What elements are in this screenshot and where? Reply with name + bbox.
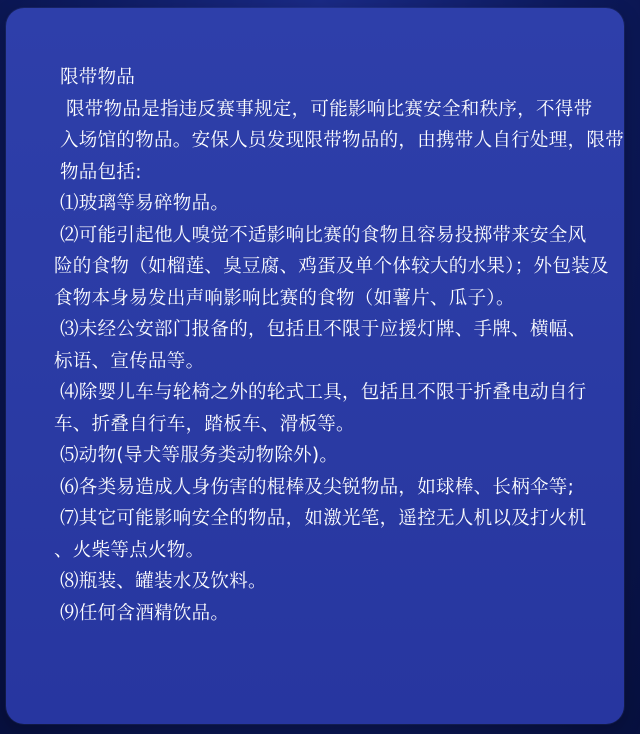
- list-item: [54, 220, 610, 315]
- item-line: ⑷除婴儿车与轮椅之外的轮式工具，包括且不限于折叠电动自行: [60, 382, 587, 403]
- list-item: [54, 440, 610, 472]
- item-line: ⑹各类易造成人身伤害的棍棒及尖锐物品，如球棒、长柄伞等;: [60, 476, 575, 498]
- notice-content: [54, 62, 625, 629]
- item-line: ⑵可能引起他人嗅觉不适影响比赛的食物且容易投掷带来安全风: [60, 224, 587, 246]
- item-line: ⑺其它可能影响安全的物品，如激光笔，遥控无人机以及打火机: [60, 508, 587, 529]
- item-line: ⑸动物(导犬等服务类动物除外)。: [60, 445, 339, 466]
- item-line: ⑶未经公安部门报备的，包括且不限于应援灯牌、手牌、横幅、: [60, 319, 587, 340]
- item-line: ⑴玻璃等易碎物品。: [60, 193, 230, 214]
- list-item: [54, 472, 610, 504]
- item-line: 标语、宣传品等。: [54, 350, 205, 372]
- item-line: 险的食物（如榴莲、臭豆腐、鸡蛋及单个体较大的水果）；外包装及: [54, 256, 609, 277]
- list-item: [54, 188, 610, 220]
- list-item: [54, 566, 610, 598]
- intro-paragraph: [54, 94, 625, 189]
- list-item: [54, 503, 610, 566]
- list-item: [54, 377, 610, 440]
- list-item: [54, 314, 610, 377]
- item-line: ⑼任何含酒精饮品。: [60, 602, 230, 624]
- item-line: 车、折叠自行车，踏板车、滑板等。: [54, 413, 355, 435]
- intro-line: 物品包括:: [60, 161, 142, 183]
- intro-line: 入场馆的物品。安保人员发现限带物品的，由携带人自行处理，限带: [60, 130, 625, 151]
- notice-heading: 限带物品: [60, 67, 136, 88]
- item-line: 食物本身易发出声响影响比赛的食物（如薯片、瓜子）。: [54, 287, 515, 309]
- intro-line: 限带物品是指违反赛事规定，可能影响比赛安全和秩序，不得带: [66, 98, 593, 120]
- item-line: ⑻瓶装、罐装水及饮料。: [60, 571, 267, 592]
- list-item: [54, 598, 610, 630]
- item-line: 、火柴等点火物。: [54, 539, 205, 561]
